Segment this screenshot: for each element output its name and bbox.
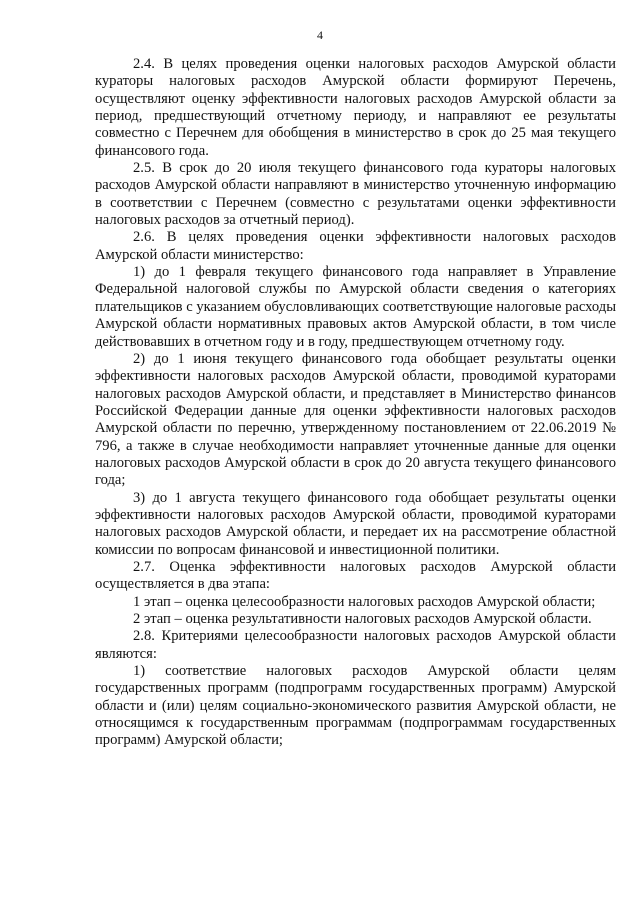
paragraph-2-7-stage-2: 2 этап – оценка результативности налоговых расходов Амурской области.	[133, 611, 592, 627]
page-number: 4	[317, 28, 323, 42]
paragraph-2-6: 2.6. В целях проведения оценки эффективности налоговых расходов Амурской области министерство:	[95, 229, 616, 263]
paragraph-2-7: 2.7. Оценка эффективности налоговых расходов Амурской области осуществляется в два этапа:	[95, 558, 616, 593]
paragraph-2-7-stage-1: 1 этап – оценка целесообразности налоговых расходов Амурской области;	[133, 593, 596, 610]
paragraph-2-8: 2.8. Критериями целесообразности налоговых расходов Амурской области являются:	[95, 628, 616, 662]
paragraph-2-6-item-3: 3) до 1 августа текущего финансового года обобщает результаты оценки эффективности налоговых расходов Амурской области, проводимой кураторами налоговых расходов Амурской области, и передает их на рассмотрение областной комиссии по вопросам финансовой и инвестиционной политики.	[95, 489, 616, 558]
paragraph-2-8-item-1: 1) соответствие налоговых расходов Амурской области целям государственных программ (подпрограмм государственных программ) Амурской области и (или) целям социально-экономического развития Амурской области, не относящимся к государственным программам (подпрограммам государственных программ) Амурской области;	[95, 663, 616, 749]
paragraph-2-6-item-2: 2) до 1 июня текущего финансового года обобщает результаты оценки эффективности налоговых расходов Амурской области, проводимой кураторами налоговых расходов Амурской области, и представляет в Министерство финансов Российской Федерации данные для оценки эффективности налоговых расходов Амурской области по перечню, утвержденному постановлением от 22.06.2019 № 796, а также в случае необходимости направляет уточненные данные для оценки налоговых расходов Амурской области в срок до 20 августа текущего финансового года;	[95, 350, 616, 489]
paragraph-2-4: 2.4. В целях проведения оценки налоговых расходов Амурской области кураторы налоговых расходов Амурской области формируют Перечень, осуществляют оценку эффективности налоговых расходов Амурской области за период, предшествующий отчетному периоду, и направляют ее результаты совместно с Перечнем для обобщения в министерство в срок до 25 мая текущего финансового года.	[95, 56, 616, 159]
paragraph-2-5: 2.5. В срок до 20 июля текущего финансового года кураторы налоговых расходов Амурской области направляют в министерство уточненную информацию в соответствии с Перечнем (совместно с результатами оценки эффективности налоговых расходов за отчетный период).	[95, 160, 616, 229]
paragraph-2-6-item-1: 1) до 1 февраля текущего финансового года направляет в Управление Федеральной налоговой службы по Амурской области сведения о категориях плательщиков с указанием обусловливающих соответствующие налоговые расходы Амурской области нормативных правовых актов Амурской области, в том числе действовавших в отчетном году и в году, предшествующем отчетному году.	[95, 264, 616, 350]
document-body	[95, 56, 616, 750]
